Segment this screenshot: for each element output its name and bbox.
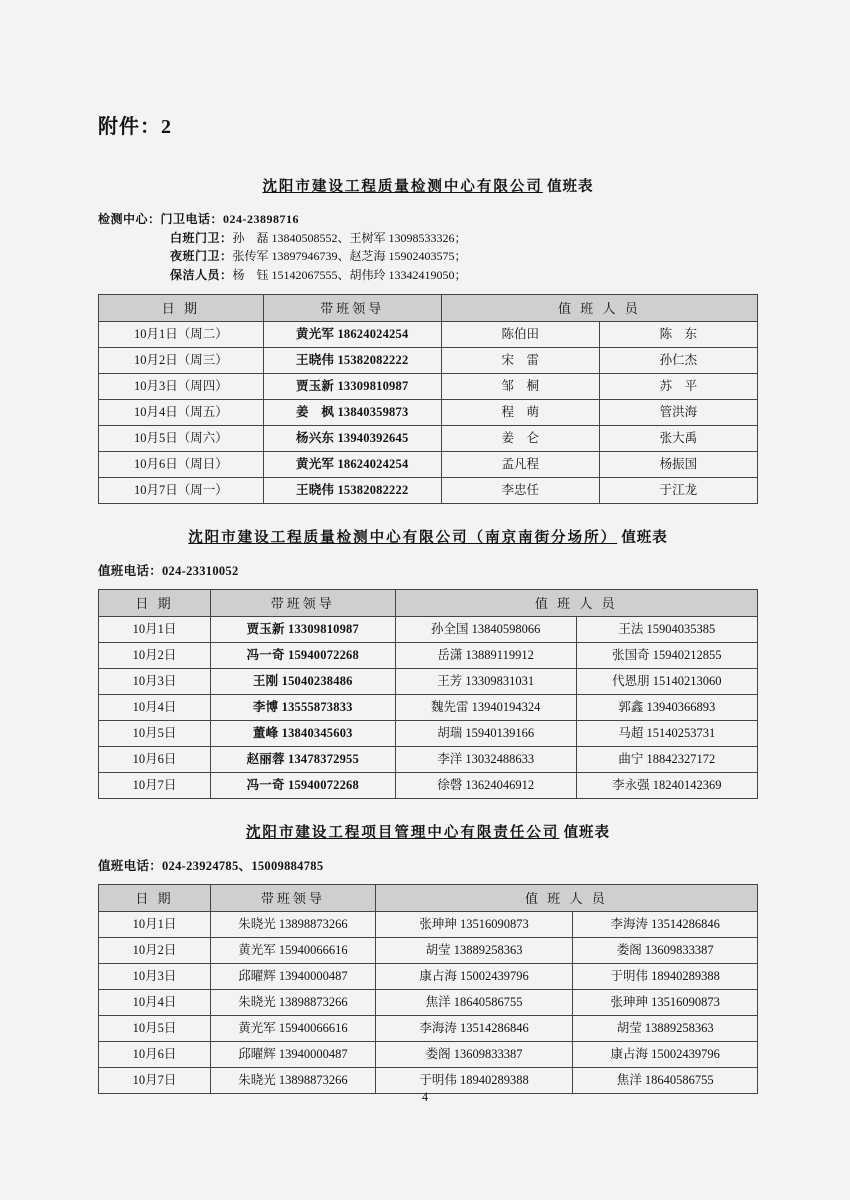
cell-staff1: 魏先雷 13940194324 [395,695,576,721]
cell-leader: 赵丽蓉 13478372955 [211,747,396,773]
section1-title [98,175,758,196]
contact-text-gate-phone: 门卫电话：024-23898716 [160,212,300,226]
cell-staff2: 管洪海 [599,400,757,426]
cell-leader: 杨兴东 13940392645 [263,426,441,452]
cell-leader: 姜 枫 13840359873 [263,400,441,426]
cell-staff1: 康占海 15002439796 [375,964,573,990]
cell-date: 10月2日 [99,938,211,964]
table-header-row [99,295,758,322]
cell-leader: 黄光军 18624024254 [263,452,441,478]
table-row [99,400,758,426]
table-row [99,374,758,400]
cell-leader: 黄光军 18624024254 [263,322,441,348]
table-row [99,478,758,504]
cell-staff1: 张珅珅 13516090873 [375,912,573,938]
cell-leader: 黄光军 15940066616 [211,1016,376,1042]
table-row [99,990,758,1016]
cell-leader: 王晓伟 15382082222 [263,478,441,504]
cell-leader: 贾玉新 13309810987 [211,617,396,643]
cell-date: 10月5日 [99,1016,211,1042]
section2-title-suffix: 值班表 [621,530,668,547]
cell-leader: 王刚 15040238486 [211,669,396,695]
cell-date: 10月4日 [99,695,211,721]
cell-date: 10月3日 [99,964,211,990]
table-row [99,1016,758,1042]
cell-date: 10月7日 [99,773,211,799]
cell-date: 10月6日 [99,1042,211,1068]
cell-staff1: 焦洋 18640586755 [375,990,573,1016]
table-row [99,938,758,964]
cell-date: 10月3日 [99,669,211,695]
table-row [99,721,758,747]
contact-line-nightshift [98,247,758,266]
cell-date: 10月5日（周六） [99,426,264,452]
table-row [99,348,758,374]
cell-leader: 黄光军 15940066616 [211,938,376,964]
cell-staff2: 李海涛 13514286846 [573,912,758,938]
cell-staff1: 李海涛 13514286846 [375,1016,573,1042]
cell-date: 10月1日 [99,617,211,643]
cell-staff2: 于江龙 [599,478,757,504]
contact-text-cleaning: 杨 钰 15142067555、胡伟玲 13342419050； [232,267,467,282]
contact-label-cleaning: 保洁人员： [170,267,233,282]
contact-text-dayshift: 孙 磊 13840508552、王树军 13098533326； [232,230,467,245]
section2-phone-line: 值班电话：024-23310052 [98,564,239,579]
cell-leader: 董峰 13840345603 [211,721,396,747]
cell-date: 10月2日 [99,643,211,669]
cell-date: 10月1日 [99,912,211,938]
cell-staff2: 孙仁杰 [599,348,757,374]
table-row [99,669,758,695]
section1-contact-block [98,210,758,284]
cell-staff1: 胡瑞 15940139166 [395,721,576,747]
cell-staff2: 张国奇 15940212855 [576,643,757,669]
cell-staff2: 李永强 18240142369 [576,773,757,799]
cell-staff2: 张珅珅 13516090873 [573,990,758,1016]
contact-text-nightshift: 张传军 13897946739、赵芝海 15902403575； [232,249,467,264]
table-header-row [99,885,758,912]
col-header-date: 日 期 [99,885,211,912]
duty-table-2 [98,589,758,799]
cell-leader: 冯一奇 15940072268 [211,773,396,799]
cell-staff2: 娄阁 13609833387 [573,938,758,964]
duty-table-3 [98,884,758,1094]
cell-leader: 冯一奇 15940072268 [211,643,396,669]
section3-title [98,821,758,842]
cell-staff1: 孟凡程 [441,452,599,478]
table-row [99,773,758,799]
contact-line-gate [98,210,758,229]
cell-staff2: 苏 平 [599,374,757,400]
cell-date: 10月6日（周日） [99,452,264,478]
cell-staff1: 胡莹 13889258363 [375,938,573,964]
table-row [99,964,758,990]
contact-label-center: 检测中心： [98,212,161,226]
table-row [99,747,758,773]
duty-table-1 [98,294,758,504]
cell-leader: 邱曜辉 13940000487 [211,1042,376,1068]
cell-date: 10月7日 [99,1068,211,1094]
cell-staff2: 王法 15904035385 [576,617,757,643]
table-row [99,322,758,348]
section2-title-main: 沈阳市建设工程质量检测中心有限公司（南京南街分场所） [188,530,618,547]
cell-leader: 贾玉新 13309810987 [263,374,441,400]
cell-staff1: 陈伯田 [441,322,599,348]
table-row [99,1042,758,1068]
cell-date: 10月1日（周二） [99,322,264,348]
cell-leader: 朱晓光 13898873266 [211,1068,376,1094]
cell-staff1: 岳潇 13889119912 [395,643,576,669]
cell-staff2: 杨振国 [599,452,757,478]
cell-staff1: 王芳 13309831031 [395,669,576,695]
cell-leader: 朱晓光 13898873266 [211,912,376,938]
table-row [99,643,758,669]
col-header-leader: 带班领导 [211,885,376,912]
table-row [99,912,758,938]
col-header-date: 日 期 [99,295,264,322]
cell-date: 10月6日 [99,747,211,773]
cell-leader: 王晓伟 15382082222 [263,348,441,374]
cell-staff2: 陈 东 [599,322,757,348]
cell-staff2: 代恩朋 15140213060 [576,669,757,695]
cell-date: 10月4日（周五） [99,400,264,426]
cell-staff2: 于明伟 18940289388 [573,964,758,990]
cell-staff1: 宋 雷 [441,348,599,374]
col-header-staff: 值 班 人 员 [395,590,757,617]
cell-staff1: 姜 仑 [441,426,599,452]
section1-title-suffix: 值班表 [547,179,594,195]
col-header-date: 日 期 [99,590,211,617]
cell-date: 10月7日（周一） [99,478,264,504]
col-header-leader: 带班领导 [211,590,396,617]
cell-staff2: 郭鑫 13940366893 [576,695,757,721]
contact-label-nightshift: 夜班门卫： [170,249,233,264]
cell-staff1: 李洋 13032488633 [395,747,576,773]
contact-line-dayshift [98,229,758,248]
cell-leader: 邱曜辉 13940000487 [211,964,376,990]
table-row [99,617,758,643]
section2-title [98,526,758,547]
table-row [99,452,758,478]
cell-leader: 李博 13555873833 [211,695,396,721]
cell-staff1: 李忠任 [441,478,599,504]
section1-title-main: 沈阳市建设工程质量检测中心有限公司 [262,179,543,195]
cell-staff1: 程 萌 [441,400,599,426]
col-header-staff: 值 班 人 员 [441,295,757,322]
cell-staff2: 焦洋 18640586755 [573,1068,758,1094]
cell-staff1: 邹 桐 [441,374,599,400]
cell-staff1: 娄阁 13609833387 [375,1042,573,1068]
cell-staff2: 张大禹 [599,426,757,452]
cell-staff1: 孙全国 13840598066 [395,617,576,643]
page-number: 4 [421,1090,429,1104]
table-header-row [99,590,758,617]
section3-phone-line: 值班电话：024-23924785、15009884785 [98,859,324,874]
cell-staff2: 马超 15140253731 [576,721,757,747]
col-header-staff: 值 班 人 员 [375,885,757,912]
cell-staff2: 胡莹 13889258363 [573,1016,758,1042]
cell-leader: 朱晓光 13898873266 [211,990,376,1016]
table-row [99,695,758,721]
section3-title-main: 沈阳市建设工程项目管理中心有限责任公司 [245,825,560,842]
cell-date: 10月4日 [99,990,211,1016]
cell-staff2: 康占海 15002439796 [573,1042,758,1068]
contact-line-cleaning [98,266,758,285]
cell-date: 10月5日 [99,721,211,747]
page-content [98,110,758,1116]
table-row [99,426,758,452]
cell-date: 10月2日（周三） [99,348,264,374]
attachment-label: 附件：2 [98,116,172,138]
contact-label-dayshift: 白班门卫： [170,230,233,245]
col-header-leader: 带班领导 [263,295,441,322]
cell-staff2: 曲宁 18842327172 [576,747,757,773]
cell-staff1: 于明伟 18940289388 [375,1068,573,1094]
cell-staff1: 徐磬 13624046912 [395,773,576,799]
section3-title-suffix: 值班表 [563,825,611,842]
cell-date: 10月3日（周四） [99,374,264,400]
